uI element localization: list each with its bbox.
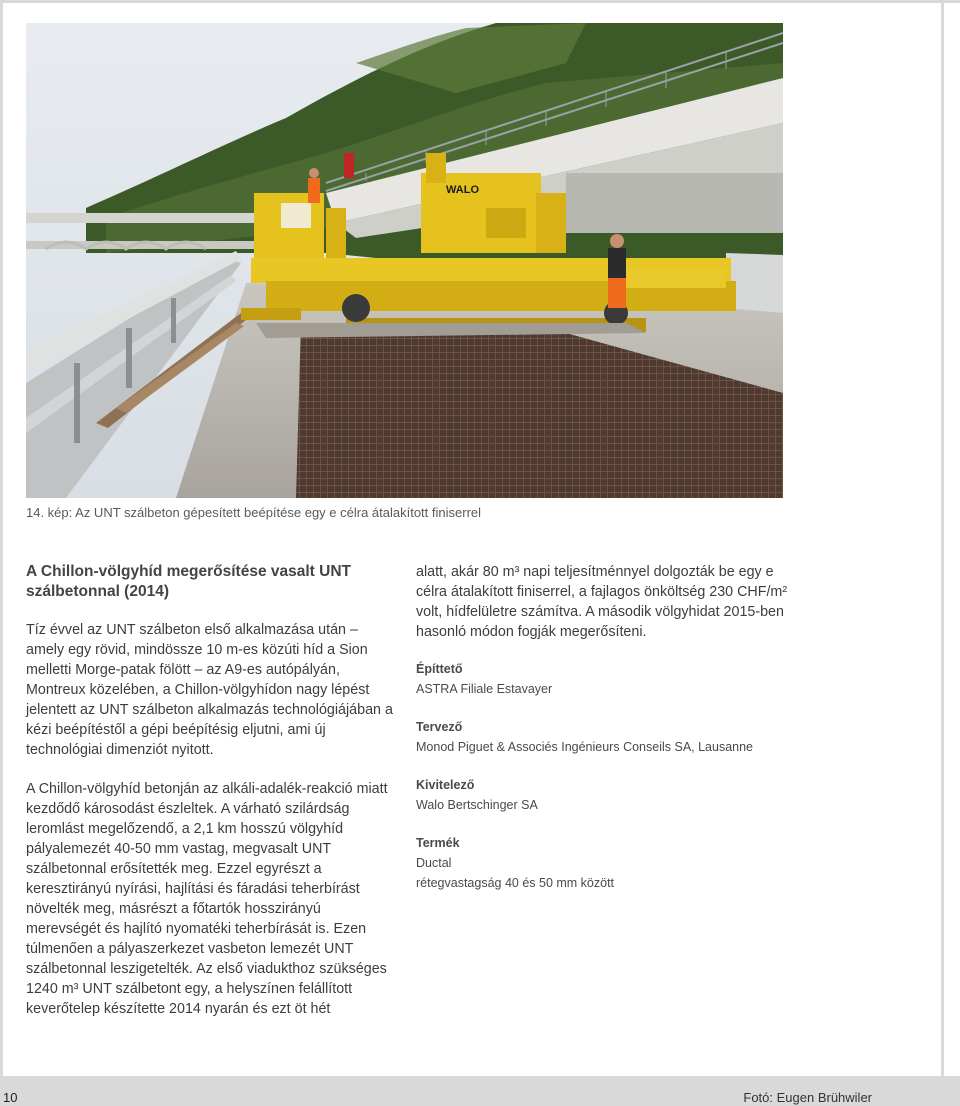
- machine-brand-label: WALO: [446, 184, 479, 196]
- paragraph-details: A Chillon-völgyhíd betonján az alkáli-adalék-reakció miatt kezdődő károsodást észleltek. A várható szilárdság leromlást megelőzendő, a 2,1 km hosszú völgyhíd pályalemezét 40-50 mm vastag, megvasalt UNT szálbetonnal erősítették meg. Ezzel egyrészt a keresztirányú nyírási, hajlítási és fáradási teherbírást növelték meg, másrészt a főtartók hosszirányú merevségét és hajlító nyomatéki teherbírását is. Ezen túlmenően a pályaszerkezet vasbeton lemezét UNT szálbetonnal leszigetelték. Az első viadukthoz szükséges 1240 m³ UNT szálbetont egy, a helyszínen felállított keverőtelep készítette 2014 nyarán és ezt öt hét: [26, 781, 388, 1017]
- page-edge: [944, 3, 960, 1076]
- credit-label: Termék: [416, 836, 460, 850]
- article-photo: [26, 23, 783, 498]
- paragraph-continued: alatt, akár 80 m³ napi teljesítménnyel dolgozták be egy e célra átalakított finiserrel, a fajlagos önköltség 230 CHF/m² volt, hídfelületre számítva. A második völgyhidat 2015-ben hasonló módon fogják megerősíteni.: [416, 564, 788, 640]
- credit-value: Walo Bertschinger SA: [416, 798, 538, 812]
- article-title: A Chillon-völgyhíd megerősítése vasalt UNT szálbetonnal (2014): [26, 563, 351, 600]
- credit-value: ASTRA Filiale Estavayer: [416, 682, 553, 696]
- photo-caption: 14. kép: Az UNT szálbeton gépesített beépítése egy e célra átalakított finiserrel: [26, 505, 482, 520]
- credit-owner: [416, 660, 796, 699]
- credit-label: Kivitelező: [416, 778, 475, 792]
- left-column: [26, 562, 396, 1019]
- credit-designer: [416, 718, 796, 757]
- credit-label: Tervező: [416, 720, 463, 734]
- credit-contractor: [416, 776, 796, 815]
- paragraph-intro: Tíz évvel az UNT szálbeton első alkalmazása után – amely egy rövid, mindössze 10 m-es közúti híd a Sion melletti Morge-patak fölött – az A9-es autópályán, Montreux közelében, a Chillon-völgyhídon nagy lépést jelentett az UNT szálbeton alkalmazás technológiájában a kézi beépítéstől a gépi beépítésig eljutni, ami új technológiai dimenziót nyitott.: [26, 622, 393, 758]
- credit-label: Építtető: [416, 662, 463, 676]
- photo-credit: Fotó: Eugen Brühwiler: [743, 1090, 872, 1105]
- credit-product: [416, 834, 796, 893]
- page-number: 10: [3, 1090, 18, 1105]
- credit-value: Ductal: [416, 856, 452, 870]
- credit-value: rétegvastagság 40 és 50 mm között: [416, 876, 615, 890]
- right-column: [416, 562, 796, 912]
- credit-value: Monod Piguet & Associés Ingénieurs Conseils SA, Lausanne: [416, 740, 754, 754]
